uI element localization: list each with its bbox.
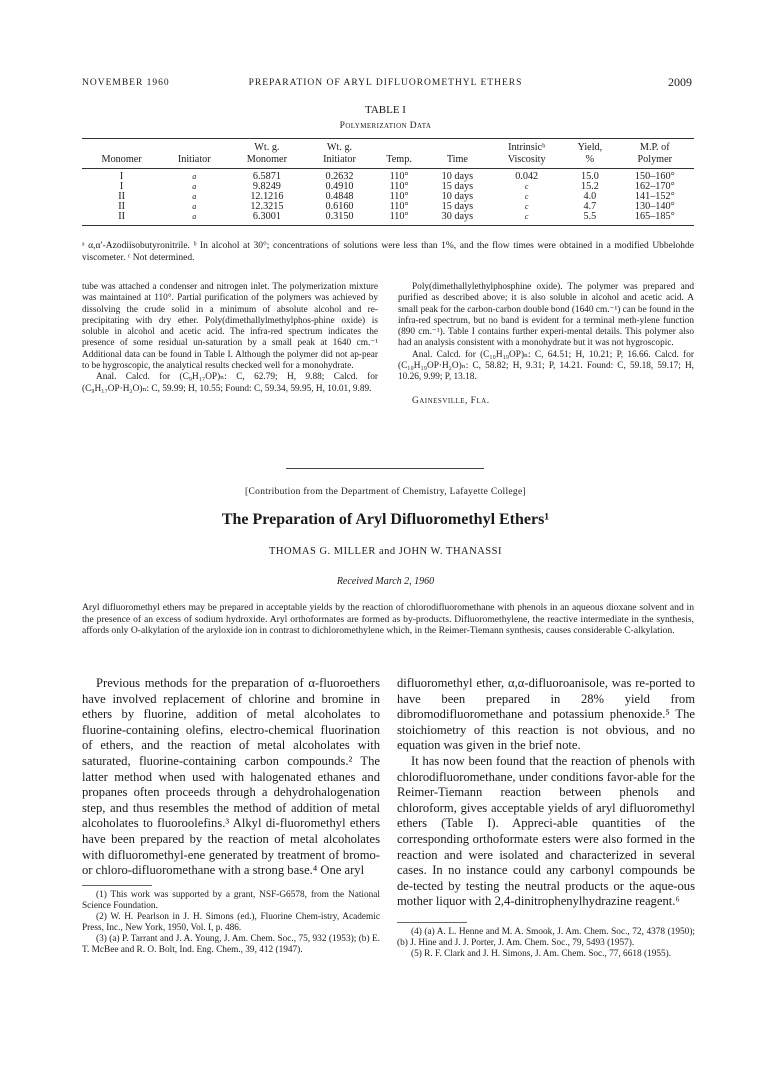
table-row <box>82 192 694 202</box>
table-cell: 30 days <box>426 212 490 226</box>
table-cell: 0.4910 <box>325 181 354 192</box>
table-header-cell <box>426 139 490 155</box>
article-authors: THOMAS G. MILLER and JOHN W. THANASSI <box>269 546 502 557</box>
table-cell: 15.2 <box>580 181 599 192</box>
table-cell: c <box>524 192 529 201</box>
table-header-cell: Intrinsicᵇ <box>489 139 564 155</box>
table-row <box>82 212 694 226</box>
footnotes-right <box>397 927 695 960</box>
prev-article-left-column <box>82 282 378 395</box>
table-cell: I <box>119 171 124 182</box>
body-paragraph: difluoromethyl ether, α,α-difluoroanisole, was re-ported to have been prepared in 28% yield from dibromodifluoromethane and potassium phenoxide.⁵ The stoichiometry of this reaction is not obvious, and no equation was given in the brief note. <box>397 676 695 753</box>
table-header-cell: Wt. g. <box>307 139 373 155</box>
footnote-divider <box>397 922 467 923</box>
table-header-cell <box>161 139 227 155</box>
table-cell: a <box>192 202 197 211</box>
table-cell: 6.5871 <box>252 171 281 182</box>
table-header-cell: Wt. g. <box>227 139 306 155</box>
table-cell: 130–140° <box>634 201 675 212</box>
table-header-cell: Temp. <box>373 154 426 169</box>
table-row <box>82 202 694 212</box>
table-header-cell: Time <box>426 154 490 169</box>
article-title: The Preparation of Aryl Difluoromethyl Ethers¹ <box>221 511 550 528</box>
table-header-cell <box>373 139 426 155</box>
table-cell: II <box>118 191 126 202</box>
table-header-cell: Initiator <box>161 154 227 169</box>
table-row <box>82 182 694 192</box>
table-cell: 0.042 <box>515 171 539 182</box>
table-cell: 110° <box>373 212 426 226</box>
running-header-date: NOVEMBER 1960 <box>82 78 170 88</box>
footnote-divider <box>82 885 152 886</box>
table-cell: II <box>118 201 126 212</box>
page-number: 2009 <box>668 75 692 89</box>
table-header-cell: Viscosity <box>489 154 564 169</box>
table-cell: 12.1216 <box>250 191 284 202</box>
table-header-cell: Initiator <box>307 154 373 169</box>
table-cell: 9.8249 <box>252 181 281 192</box>
received-date: Received March 2, 1960 <box>336 576 435 587</box>
table-header-cell <box>82 139 161 155</box>
table-cell: 12.3215 <box>250 201 284 212</box>
table-cell: a <box>192 172 197 181</box>
body-right-column <box>397 676 695 960</box>
table-cell: 10 days <box>441 191 474 202</box>
table-cell: a <box>192 192 197 201</box>
table-body <box>82 169 694 226</box>
table-cell: 110° <box>389 181 409 192</box>
table-header-cell: Polymer <box>616 154 694 169</box>
table-cell: a <box>161 212 227 226</box>
body-paragraph: It has now been found that the reaction of phenols with chlorodifluoromethane, under conditions favor-able for the Reimer-Tiemann reaction between phenols and chloroform, gives acceptable yields of aryl difluoromethyl ethers (Table I). Appreci-able quantities of the corresponding orthoformate esters were also formed in the reaction and were isolated and characterized in several cases. In no instance could any carbonyl compounds be de-tected by testing the neutral products or the aque-ous mother liquor with 2,4-dinitrophenylhydrazine reagent.⁶ <box>397 753 695 909</box>
footnote: (4) (a) A. L. Henne and M. A. Smook, J. Am. Chem. Soc., 72, 4378 (1950); (b) J. Hine and J. J. Porter, J. Am. Chem. Soc., 79, 5493 (1957). <box>397 926 695 948</box>
table-cell: II <box>82 212 161 226</box>
table-cell: 4.0 <box>583 191 597 202</box>
article-abstract: Aryl difluoromethyl ethers may be prepared in acceptable yields by the reaction of chlorodifluoromethane with phenols in an aqueous dioxane solvent and in the presence of an excess of sodium hydroxide. Aryl orthoformates are formed as by-products. Difluoromethylene, the reactive intermediate in the synthesis, affords only O-alkylation of the aryloxide ion in contrast to dichloromethylene which, in the Reimer-Tiemann synthesis, causes considerable C-alkylation. <box>82 602 694 636</box>
table-cell: 5.5 <box>564 212 615 226</box>
table-cell: 141–152° <box>634 191 675 202</box>
table-header-cell: Monomer <box>227 154 306 169</box>
table-cell: 162–170° <box>634 181 675 192</box>
prev-article-analysis: Anal. Calcd. for (C₉H₁₇OP)ₙ: C, 62.79; H, 9.88; Calcd. for (C₉H₁₇OP·H₂O)ₙ: C, 59.99; H, 10.55; Found: C, 59.34, 59.95, H, 10.01, 9.89. <box>82 372 378 394</box>
footnote: (3) (a) P. Tarrant and J. A. Young, J. Am. Chem. Soc., 75, 932 (1953); (b) E. T. McBee and R. O. Bolt, Ind. Eng. Chem., 39, 412 (1947). <box>82 933 380 955</box>
table-header-cell: % <box>564 154 615 169</box>
table-cell: 0.2632 <box>325 171 354 182</box>
table-title: TABLE I <box>365 104 406 116</box>
article-divider <box>286 468 484 469</box>
prev-article-place: Gainesville, Fla. <box>412 395 490 406</box>
prev-article-paragraph: tube was attached a condenser and nitrogen inlet. The polymerization mixture was maintained at 110°. Partial purification of the polymers was achieved by dissolving the crude solid in a minimum of absolute alcohol and re-precipitating with dry ether. Poly(dimethallylmethylphos-phine oxide) is soluble in alcohol and acetic acid. The infra-red spectrum indicates the presence of some residual un-saturation by a small peak at 1640 cm.⁻¹ Additional data can be found in Table I. Although the polymer did not ap-pear to be hygroscopic, the analytical results checked well for a monohydrate. <box>82 282 378 372</box>
table-footnote: ᵃ α,α′-Azodiisobutyronitrile. ᵇ In alcohol at 30°; concentrations of solutions were less than 1%, and the flow times were obtained in a modified Ubbelohde viscometer. ᶜ Not determined. <box>82 241 694 263</box>
table-cell: 110° <box>389 201 409 212</box>
footnote: (1) This work was supported by a grant, NSF-G6578, from the National Science Foundation. <box>82 889 380 911</box>
table-cell: a <box>192 182 197 191</box>
table-cell: 4.7 <box>583 201 597 212</box>
table-cell: 110° <box>389 171 409 182</box>
table-cell: 165–185° <box>616 212 694 226</box>
table-cell: c <box>489 212 564 226</box>
prev-article-paragraph: Poly(dimethallylethylphosphine oxide). The polymer was prepared and purified as described above; it is also soluble in alcohol and acetic acid. A small peak for the carbon-carbon double bond (1640 cm.⁻¹) can be found in the infra-red spectrum, but no band is evident for a terminal meth-ylene function (890 cm.⁻¹). Table I contains further experi-mental details. This polymer also had an analysis consistent with a monohydrate but it was not hygroscopic. <box>398 282 694 349</box>
table-header-cell: Yield, <box>564 139 615 155</box>
table-cell: c <box>524 202 529 211</box>
table-header-cell: M.P. of <box>616 139 694 155</box>
footnotes-left <box>82 890 380 956</box>
table-header-row <box>82 154 694 169</box>
body-left-column <box>82 676 380 956</box>
table-cell: c <box>524 182 529 191</box>
table-header-row <box>82 139 694 155</box>
body-paragraph: Previous methods for the preparation of α-fluoroethers have involved replacement of chlorine and bromine in ethers by fluorine, addition of metal alcoholates to fluorine-containing olefins, electro-chemical fluorination of ethers, and the reaction of metal alcoholates with saturated, fluorine-containing carbon compounds.² The latter method when used with halogenated ethanes and propanes often proceeds through a dehydrohalogenation step, and thus resembles the method of addition of metal alcoholates to fluoroolefins.³ Alkyl di-fluoromethyl ethers have been prepared by the reaction of metal alcoholates with difluoromethyl-ene generated by treatment of bromo- or chloro-difluoromethane with a strong base.⁴ One aryl <box>82 676 380 878</box>
table-cell: 10 days <box>441 171 474 182</box>
table-cell: 0.3150 <box>307 212 373 226</box>
contribution-line: [Contribution from the Department of Chemistry, Lafayette College] <box>245 487 526 497</box>
table-cell: 150–160° <box>634 171 675 182</box>
table-cell: 15 days <box>441 181 474 192</box>
table-cell: 110° <box>389 191 409 202</box>
footnote: (5) R. F. Clark and J. H. Simons, J. Am. Chem. Soc., 77, 6618 (1955). <box>411 948 672 959</box>
footnote: (2) W. H. Pearlson in J. H. Simons (ed.), Fluorine Chem-istry, Academic Press, Inc., New York, 1950, Vol. I, p. 486. <box>82 911 380 933</box>
running-header-title: PREPARATION OF ARYL DIFLUOROMETHYL ETHERS <box>248 78 523 88</box>
table-subtitle: Polymerization Data <box>339 121 432 131</box>
table-cell: 0.4848 <box>325 191 354 202</box>
table-cell: 0.6160 <box>325 201 354 212</box>
table-cell: 15.0 <box>580 171 599 182</box>
table-cell: 15 days <box>441 201 474 212</box>
table-row <box>82 169 694 183</box>
table-cell: 6.3001 <box>227 212 306 226</box>
table-cell: I <box>119 181 124 192</box>
prev-article-analysis: Anal. Calcd. for (C₁₀H₁₉OP)ₙ: C, 64.51; H, 10.21; P, 16.66. Calcd. for (C₁₀H₁₉OP·H₂O)ₙ: C, 58.82; H, 9.31; P, 14.21. Found: C, 59.18, 59.17; H, 10.26, 9.99; P, 13.18. <box>398 349 694 383</box>
table-header-cell: Monomer <box>82 154 161 169</box>
prev-article-right-column <box>398 282 694 407</box>
polymerization-table <box>82 138 694 226</box>
